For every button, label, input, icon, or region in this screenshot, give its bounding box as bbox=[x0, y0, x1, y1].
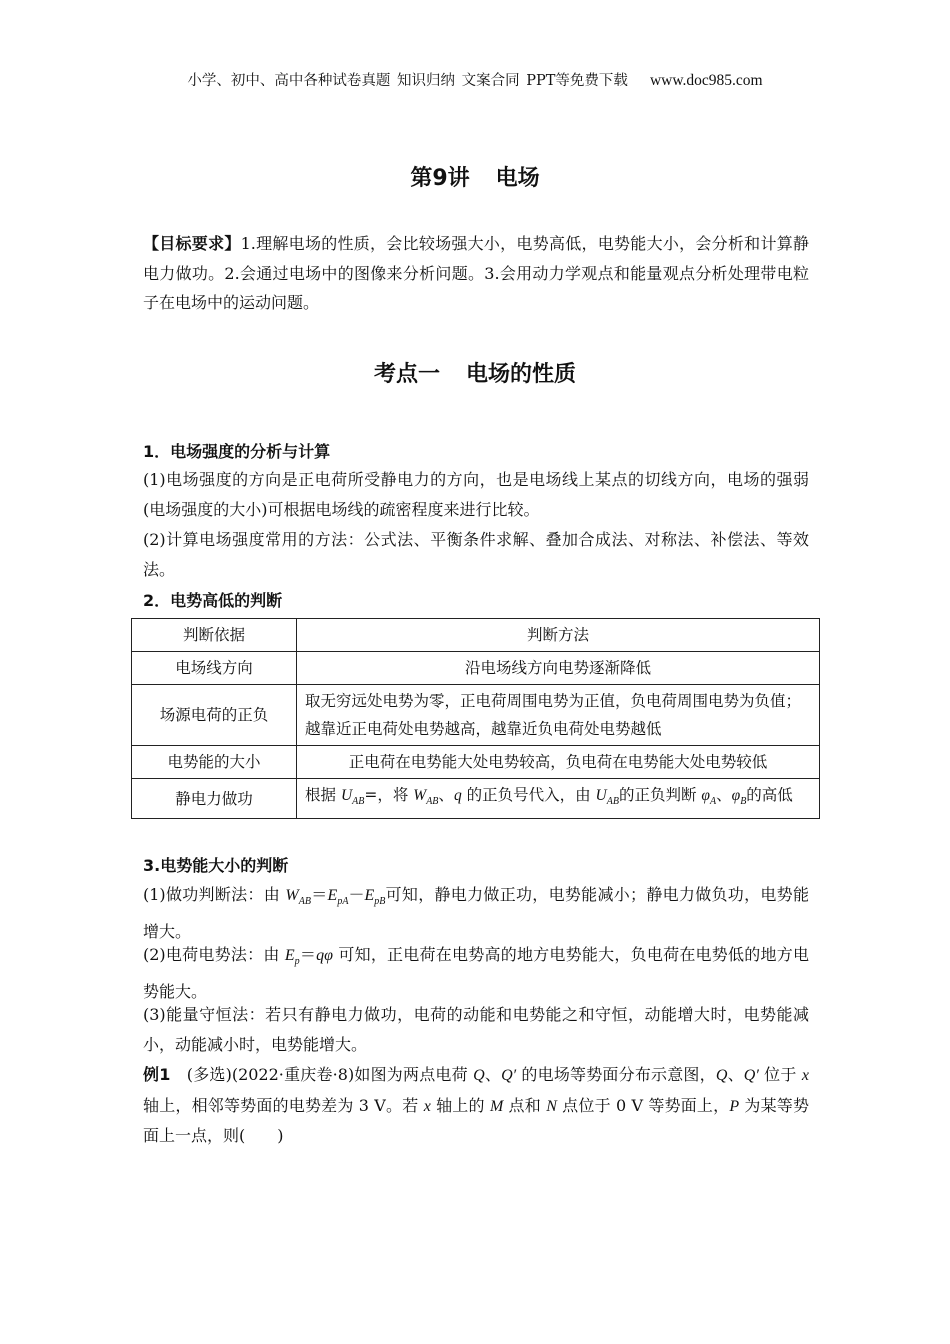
s1-heading: 1．电场强度的分析与计算 bbox=[143, 442, 331, 461]
text-segment: 轴上，相邻等势面的电势差为 3 V。若 bbox=[143, 1095, 424, 1115]
math-symbol: AB bbox=[426, 796, 439, 808]
section-label: 考点一 bbox=[373, 362, 440, 387]
math-symbol: W bbox=[413, 787, 427, 804]
text-segment: =，将 bbox=[364, 786, 414, 804]
math-symbol: AB bbox=[352, 796, 365, 808]
table-row bbox=[132, 685, 820, 746]
text-segment: 、 bbox=[727, 1065, 744, 1084]
text-segment: ＝ bbox=[310, 885, 328, 904]
s2-heading: 2．电势高低的判断 bbox=[143, 591, 283, 610]
example-1 bbox=[143, 1060, 809, 1151]
method-cell: 沿电场线方向电势逐渐降低 bbox=[297, 652, 820, 685]
math-symbol: qφ bbox=[316, 947, 334, 964]
text-segment: 点和 bbox=[503, 1095, 547, 1115]
goal-label: 【目标要求】 bbox=[143, 234, 241, 253]
math-symbol: φ bbox=[701, 787, 710, 804]
text-segment: 位于 bbox=[758, 1065, 802, 1084]
s3-paragraph-2 bbox=[143, 940, 809, 1006]
math-symbol: M bbox=[489, 1097, 504, 1115]
math-symbol: q bbox=[453, 787, 462, 804]
text-segment: 的正负号代入，由 bbox=[461, 786, 596, 804]
math-symbol: E bbox=[284, 947, 295, 964]
goal-text: 1.理解电场的性质，会比较场强大小，电势高低，电势能大小，会分析和计算静电力做功。2.会通过电场中的图像来分析问题。3.会用动力学观点和能量观点分析处理带电粒子在电场中的运动问题。 bbox=[143, 234, 809, 312]
page-header bbox=[0, 69, 950, 90]
s1-paragraph-1: (1)电场强度的方向是正电荷所受静电力的方向，也是电场线上某点的切线方向，电场的强弱(电场强度的大小)可根据电场线的疏密程度来进行比较。 bbox=[143, 470, 809, 519]
section-heading bbox=[0, 357, 950, 388]
text-segment: ＝ bbox=[299, 945, 317, 964]
text-segment: (3)能量守恒法：若只有静电力做功，电荷的动能和电势能之和守恒，动能增大时，电势能减小，动能减小时，电势能增大。 bbox=[143, 1005, 809, 1054]
math-symbol: E bbox=[364, 887, 375, 904]
math-symbol: E bbox=[327, 887, 338, 904]
table-header-row bbox=[132, 619, 820, 652]
goal-paragraph bbox=[143, 229, 809, 318]
basis-cell: 静电力做功 bbox=[132, 779, 297, 819]
example-label: 例1 bbox=[143, 1065, 171, 1084]
text-segment: 的高低 bbox=[746, 786, 793, 804]
text-segment: － bbox=[348, 885, 365, 904]
basis-cell: 电势能的大小 bbox=[132, 746, 297, 779]
lecture-number: 第9讲 bbox=[410, 166, 470, 191]
section-title: 电场的性质 bbox=[466, 362, 577, 387]
text-segment: 轴上的 bbox=[430, 1095, 490, 1115]
potential-judgment-table bbox=[131, 618, 820, 819]
text-segment: (1)做功判断法：由 bbox=[143, 885, 286, 904]
example-body bbox=[143, 1065, 809, 1145]
math-symbol: pB bbox=[374, 896, 386, 908]
math-symbol: AB bbox=[606, 796, 619, 808]
s3-paragraph-1 bbox=[143, 880, 809, 946]
header-text: 小学、初中、高中各种试卷真题 知识归纳 文案合同 PPT等免费下载 bbox=[187, 73, 628, 89]
s3-paragraph-3 bbox=[143, 1000, 809, 1059]
text-segment: 点位于 0 V 等势面上， bbox=[556, 1095, 730, 1115]
text-segment: 的电场等势面分布示意图， bbox=[516, 1065, 716, 1084]
header-cell: 判断依据 bbox=[132, 619, 297, 652]
text-segment: 可知，静电力做正功，电势能减小；静电力做负功，电势能增大。 bbox=[143, 885, 809, 941]
basis-cell: 电场线方向 bbox=[132, 652, 297, 685]
s3-heading: 3.电势能大小的判断 bbox=[143, 856, 289, 875]
math-symbol: Q′ bbox=[743, 1067, 759, 1084]
text-segment: 可知，正电荷在电势高的地方电势能大，负电荷在电势低的地方电势能大。 bbox=[143, 945, 809, 1001]
math-symbol: x bbox=[423, 1097, 431, 1115]
text-segment: 、 bbox=[716, 786, 732, 804]
math-symbol: P bbox=[729, 1097, 740, 1115]
lecture-topic: 电场 bbox=[495, 166, 540, 191]
math-symbol: φ bbox=[731, 787, 741, 804]
math-symbol: B bbox=[740, 796, 747, 808]
method-cell: 正电荷在电势能大处电势较高，负电荷在电势能大处电势较低 bbox=[297, 746, 820, 779]
text-segment: 为某等势面上一点，则( ) bbox=[143, 1095, 809, 1145]
method-cell: 取无穷远处电势为零，正电荷周围电势为正值，负电荷周围电势为负值；越靠近正电荷处电势越高，越靠近负电荷处电势越低 bbox=[297, 685, 820, 746]
header-url: www.doc985.com bbox=[649, 72, 763, 89]
text-segment: 根据 bbox=[305, 786, 341, 804]
s1-paragraph-2: (2)计算电场强度常用的方法：公式法、平衡条件求解、叠加合成法、对称法、补偿法、等效法。 bbox=[143, 530, 809, 579]
table-row bbox=[132, 652, 820, 685]
text-segment: 、 bbox=[438, 786, 454, 804]
page-title bbox=[0, 161, 950, 192]
math-symbol: pA bbox=[337, 896, 349, 908]
table-row bbox=[132, 779, 820, 819]
text-segment: (多选)(2022·重庆卷·8)如图为两点电荷 bbox=[170, 1065, 474, 1084]
method-cell bbox=[297, 779, 820, 819]
math-symbol: A bbox=[709, 796, 717, 808]
table-row bbox=[132, 746, 820, 779]
math-symbol: N bbox=[546, 1097, 557, 1115]
math-symbol: Q′ bbox=[501, 1067, 517, 1084]
math-symbol: W bbox=[285, 887, 299, 904]
math-symbol: Q bbox=[715, 1067, 728, 1084]
math-symbol: x bbox=[801, 1067, 809, 1084]
math-symbol: AB bbox=[298, 896, 311, 908]
text-segment: 、 bbox=[484, 1065, 502, 1084]
math-symbol: U bbox=[595, 787, 607, 804]
math-symbol: p bbox=[294, 956, 300, 968]
header-cell: 判断方法 bbox=[297, 619, 820, 652]
text-segment: 的正负判断 bbox=[618, 786, 702, 804]
basis-cell: 场源电荷的正负 bbox=[132, 685, 297, 746]
text-segment: (2)电荷电势法：由 bbox=[143, 945, 285, 964]
math-symbol: U bbox=[340, 787, 353, 804]
math-symbol: Q bbox=[473, 1067, 485, 1084]
